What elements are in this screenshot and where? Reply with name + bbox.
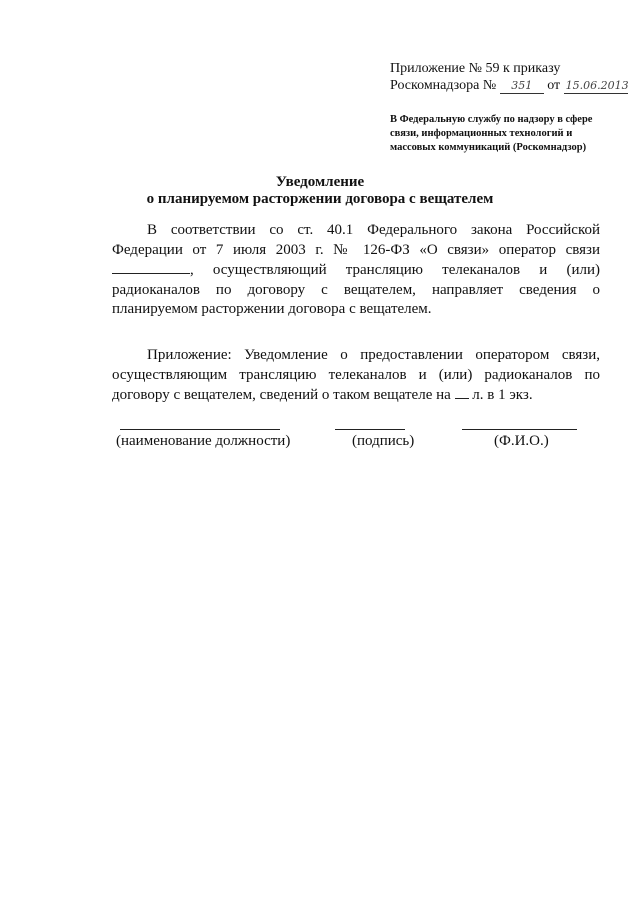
annex-order-from: от — [547, 78, 561, 93]
main-paragraph — [112, 221, 600, 320]
main-paragraph-part-2: , осуществляющий трансляцию телеканалов и (или) радиоканалов по договору с вещателем, направляет сведения о планируемом расторжении договора с вещателем. — [112, 262, 600, 317]
name-label: (Ф.И.О.) — [494, 433, 549, 449]
annex-line-1: Приложение № 59 к приказу — [390, 61, 561, 76]
annex-order-prefix: Роскомнадзора № — [390, 78, 497, 93]
document-title: Уведомление — [275, 174, 365, 190]
attachment-paragraph-part-1: Приложение: Уведомление о предоставлении оператором связи, осуществляющим трансляцию телеканалов и (или) радиоканалов по договору с вещателем, сведений о таком вещателе на — [112, 347, 600, 403]
position-signature-line — [120, 429, 280, 430]
order-number-handwritten: 351 — [500, 79, 544, 94]
document-subtitle: о планируемом расторжении договора с вещателем — [146, 191, 494, 207]
attachment-paragraph — [112, 346, 600, 406]
name-signature-line — [462, 429, 577, 430]
position-label: (наименование должности) — [116, 433, 291, 449]
annex-line-2 — [390, 77, 628, 94]
annex-header — [390, 60, 628, 94]
main-paragraph-part-1: В соответствии со ст. 40.1 Федерального закона Российской Федерации от 7 июля 2003 г. № 126-ФЗ «О связи» оператор связи — [112, 222, 600, 258]
signature-line — [335, 429, 405, 430]
addressee: В Федеральную службу по надзору в сфере связи, информационных технологий и массовых коммуникаций (Роскомнадзор) — [390, 114, 593, 153]
operator-name-blank — [112, 260, 190, 274]
signature-label: (подпись) — [352, 433, 415, 449]
pages-count-blank — [455, 385, 469, 399]
attachment-paragraph-part-2: л. в 1 экз. — [472, 387, 533, 403]
order-date-handwritten: 15.06.2013 — [565, 79, 629, 92]
